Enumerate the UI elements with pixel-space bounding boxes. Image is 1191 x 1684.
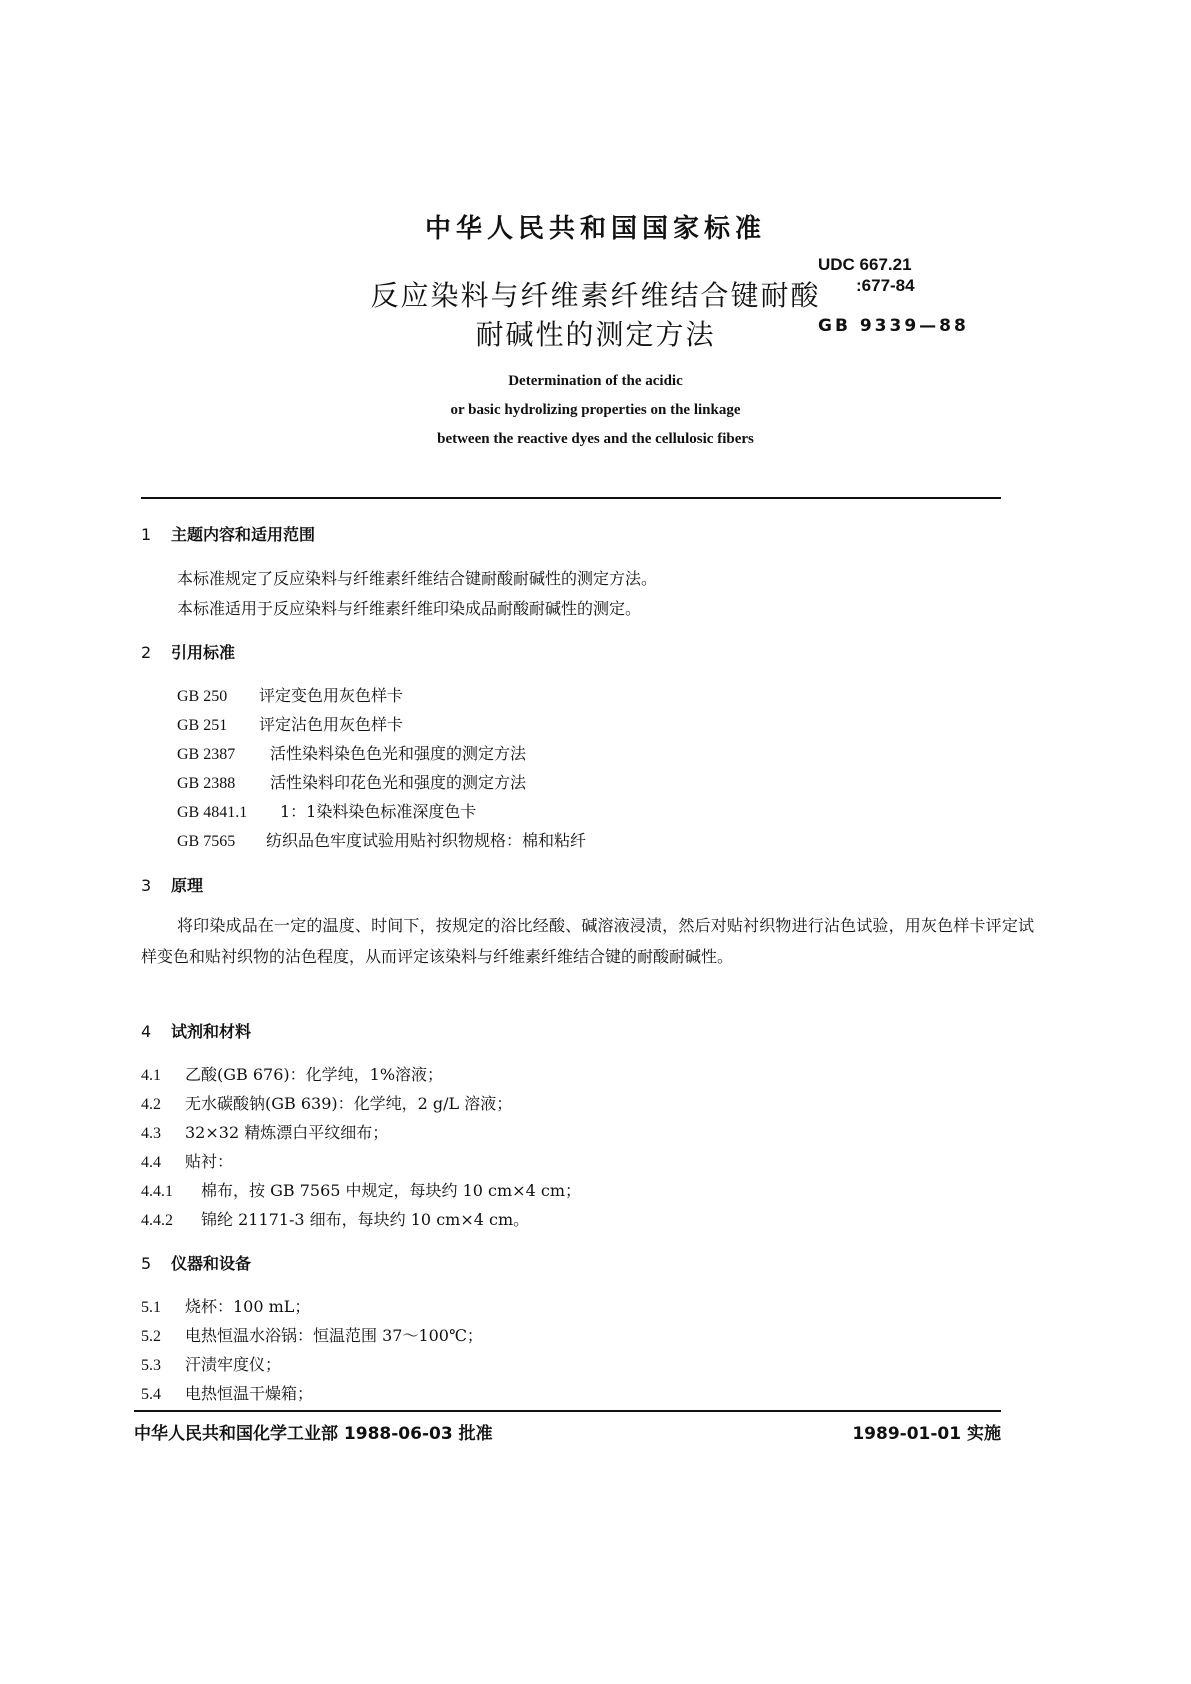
item-text: 乙酸(GB 676)：化学纯，1%溶液；: [185, 1065, 444, 1084]
reference-item: [177, 828, 586, 851]
item-text: 棉布，按 GB 7565 中规定，每块约 10 cm×4 cm；: [201, 1181, 581, 1200]
implementation-date: 1989-01-01 实施: [852, 1424, 1001, 1444]
section-3-heading: [141, 873, 203, 896]
reference-code: GB 4841.1: [177, 804, 248, 821]
item-text: 锦纶 21171-3 细布，每块约 10 cm×4 cm。: [201, 1210, 530, 1229]
reference-item: [177, 683, 403, 706]
reference-code: GB 251: [177, 717, 228, 734]
item-text: 32×32 精炼漂白平纹细布；: [185, 1123, 389, 1142]
list-item: [141, 1091, 512, 1114]
approval-statement: 中华人民共和国化学工业部 1988-06-03 批准: [134, 1424, 493, 1444]
reference-description: 1：1染料染色标准深度色卡: [280, 802, 477, 821]
item-number: 4.2: [141, 1096, 161, 1113]
reference-item: [177, 712, 403, 735]
item-number: 4.4: [141, 1154, 161, 1171]
item-text: 电热恒温水浴锅：恒温范围 37～100℃；: [185, 1326, 483, 1345]
title-cn-line1: 反应染料与纤维素纤维结合键耐酸: [370, 279, 821, 312]
item-number: 5.4: [141, 1386, 161, 1403]
title-en-line2: or basic hydrolizing properties on the linkage: [450, 402, 741, 418]
section-title: 主题内容和适用范围: [171, 525, 316, 544]
reference-description: 活性染料印花色光和强度的测定方法: [270, 773, 527, 792]
item-number: 4.4.1: [141, 1183, 173, 1200]
reference-description: 纺织品色牢度试验用贴衬织物规格：棉和粘纤: [266, 831, 587, 850]
item-text: 贴衬：: [185, 1152, 234, 1171]
reference-item: [177, 770, 526, 793]
reference-code: GB 7565: [177, 833, 236, 850]
reference-item: [177, 741, 526, 764]
footer-divider: [134, 1410, 1001, 1412]
list-item: [141, 1294, 310, 1317]
section-number: 4: [141, 1022, 152, 1041]
national-standard-heading: 中华人民共和国国家标准: [424, 214, 766, 244]
udc-code-line1: UDC 667.21: [818, 255, 912, 274]
list-item: [141, 1062, 443, 1085]
item-number: 5.2: [141, 1328, 161, 1345]
item-text: 无水碳酸钠(GB 639)：化学纯，2 g/L 溶液；: [185, 1094, 513, 1113]
list-item: [141, 1381, 313, 1404]
reference-description: 评定沾色用灰色样卡: [259, 715, 404, 734]
title-cn-line2: 耐碱性的测定方法: [475, 318, 716, 351]
section-title: 引用标准: [171, 643, 236, 662]
item-text: 电热恒温干燥箱；: [185, 1384, 314, 1403]
item-number: 4.1: [141, 1067, 161, 1084]
section-number: 1: [141, 525, 152, 544]
item-number: 4.4.2: [141, 1212, 173, 1229]
reference-description: 活性染料染色色光和强度的测定方法: [270, 744, 527, 763]
section-number: 2: [141, 643, 152, 662]
udc-code-line2: :677-84: [856, 276, 915, 295]
item-number: 5.1: [141, 1299, 161, 1316]
section-number: 5: [141, 1254, 152, 1273]
section-1-paragraph-2: 本标准适用于反应染料与纤维素纤维印染成品耐酸耐碱性的测定。: [177, 599, 642, 618]
section-title: 原理: [171, 876, 204, 895]
gb-standard-number: GB 9339—88: [818, 316, 969, 336]
item-number: 5.3: [141, 1357, 161, 1374]
list-item: [141, 1207, 529, 1230]
section-1-paragraph-1: 本标准规定了反应染料与纤维素纤维结合键耐酸耐碱性的测定方法。: [177, 569, 658, 588]
list-item: [141, 1149, 233, 1172]
section-1-heading: [141, 522, 315, 545]
reference-code: GB 2387: [177, 746, 236, 763]
reference-description: 评定变色用灰色样卡: [259, 686, 404, 705]
section-number: 3: [141, 876, 152, 895]
list-item: [141, 1352, 281, 1375]
list-item: [141, 1178, 581, 1201]
section-5-heading: [141, 1251, 251, 1274]
list-item: [141, 1323, 483, 1346]
item-text: 汗渍牢度仪；: [185, 1355, 282, 1374]
title-en-line3: between the reactive dyes and the cellulosic fibers: [437, 431, 754, 447]
reference-code: GB 250: [177, 688, 228, 705]
list-item: [141, 1120, 388, 1143]
reference-code: GB 2388: [177, 775, 236, 792]
title-en-line1: Determination of the acidic: [508, 373, 683, 389]
item-text: 烧杯：100 mL；: [185, 1297, 311, 1316]
section-title: 仪器和设备: [171, 1254, 252, 1273]
section-3-paragraph: 将印染成品在一定的温度、时间下，按规定的浴比经酸、碱溶液浸渍，然后对贴衬织物进行沾色试验，用灰色样卡评定试样变色和贴衬织物的沾色程度，从而评定该染料与纤维素纤维结合键的耐酸耐碱性。: [141, 916, 1034, 966]
section-2-heading: [141, 640, 235, 663]
section-4-heading: [141, 1019, 251, 1042]
section-title: 试剂和材料: [171, 1022, 252, 1041]
header-divider: [141, 497, 1001, 499]
reference-item: [177, 799, 476, 822]
item-number: 4.3: [141, 1125, 161, 1142]
